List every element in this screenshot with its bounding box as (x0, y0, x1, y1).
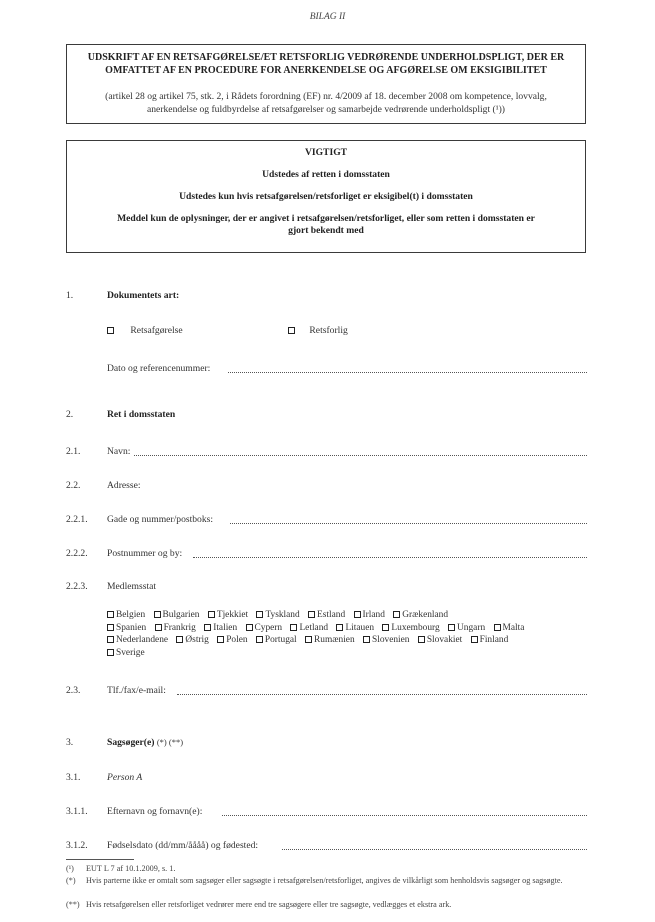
country-label: Belgien (116, 610, 146, 620)
birth-number: 3.1.2. (66, 840, 88, 851)
country-label: Østrig (185, 635, 209, 645)
country-label: Italien (213, 622, 238, 633)
country-label: Bulgarien (162, 610, 200, 620)
country-option[interactable] (393, 610, 448, 620)
country-option[interactable] (354, 610, 385, 620)
address-label: Adresse: (107, 480, 141, 491)
country-option[interactable] (107, 648, 145, 658)
country-label: Finland (479, 635, 509, 645)
option-retsforlig-label: Retsforlig (309, 325, 348, 336)
surname-field[interactable] (222, 814, 587, 816)
country-checkbox[interactable] (418, 636, 425, 643)
country-label: Nederlandene (116, 635, 169, 645)
country-option[interactable] (256, 635, 297, 645)
address-number: 2.2. (66, 480, 81, 491)
country-option[interactable] (204, 623, 237, 633)
country-option[interactable] (290, 623, 328, 633)
form-title-line-1: UDSKRIFT AF EN RETSAFGØRELSE/ET RETSFORLIG VEDRØRENDE UNDERHOLDSPLIGT, DER ER (87, 52, 565, 63)
country-option[interactable] (494, 623, 525, 633)
important-line-3a: Meddel kun de oplysninger, der er angivet i retsafgørelsen/retsforliget, eller som retten i domsstaten er (117, 213, 535, 224)
checkbox-retsafgoerelse[interactable] (107, 327, 114, 334)
footnote-mark: (**) (66, 900, 80, 909)
footnote-rule (66, 859, 134, 860)
country-option[interactable] (382, 623, 439, 633)
country-option[interactable] (256, 610, 299, 620)
section-1-number: 1. (66, 290, 74, 301)
member-state-label: Medlemsstat (107, 581, 157, 592)
member-state-list (107, 609, 587, 659)
country-option[interactable] (154, 610, 200, 620)
country-label: Tyskland (265, 610, 300, 620)
country-option[interactable] (471, 635, 509, 645)
country-label: Tjekkiet (216, 610, 249, 620)
country-option[interactable] (107, 610, 145, 620)
person-a-label: Person A (107, 772, 143, 783)
member-state-number: 2.2.3. (66, 581, 88, 592)
country-checkbox[interactable] (107, 624, 114, 631)
country-checkbox[interactable] (176, 636, 183, 643)
country-checkbox[interactable] (208, 611, 215, 618)
postal-label: Postnummer og by: (107, 548, 183, 559)
country-label: Irland (362, 610, 385, 620)
country-checkbox[interactable] (471, 636, 478, 643)
court-name-label: Navn: (107, 446, 131, 457)
section-3-number: 3. (66, 737, 74, 748)
country-label: Grækenland (402, 610, 449, 620)
country-option[interactable] (107, 623, 146, 633)
country-label: Slovakiet (426, 635, 463, 645)
country-label: Frankrig (163, 622, 196, 633)
country-checkbox[interactable] (154, 611, 161, 618)
section-2-number: 2. (66, 409, 74, 420)
country-label: Cypern (254, 622, 283, 633)
country-label: Litauen (345, 622, 375, 633)
footnote-mark: (¹) (66, 864, 74, 873)
section-3-footnote-refs: (*) (**) (156, 737, 184, 747)
country-checkbox[interactable] (382, 624, 389, 631)
street-field[interactable] (230, 522, 587, 524)
country-label: Rumænien (314, 635, 355, 645)
country-checkbox[interactable] (305, 636, 312, 643)
country-label: Letland (299, 622, 329, 633)
country-checkbox[interactable] (107, 649, 114, 656)
country-checkbox[interactable] (290, 624, 297, 631)
country-option[interactable] (336, 623, 374, 633)
country-option[interactable] (208, 610, 248, 620)
annex-title: BILAG II (309, 12, 346, 22)
court-name-number: 2.1. (66, 446, 81, 457)
country-option[interactable] (363, 635, 410, 645)
country-checkbox[interactable] (354, 611, 361, 618)
birth-label: Fødselsdato (dd/mm/åååå) og fødested: (107, 840, 259, 851)
form-subtitle-line-1: (artikel 28 og artikel 75, stk. 2, i Rådets forordning (EF) nr. 4/2009 af 18. december 2008 om kompetence, lovvalg, (105, 91, 547, 102)
member-state-row-1 (107, 609, 587, 622)
country-label: Estland (317, 610, 346, 620)
country-checkbox[interactable] (494, 624, 501, 631)
country-option[interactable] (176, 635, 208, 645)
date-reference-label: Dato og referencenummer: (107, 363, 211, 374)
section-2-title: Ret i domsstaten (107, 409, 176, 420)
important-box (66, 140, 586, 253)
country-option[interactable] (246, 623, 283, 633)
date-reference-field[interactable] (228, 371, 587, 373)
option-retsforlig[interactable] (288, 325, 348, 336)
footnote-3 (66, 899, 590, 910)
country-label: Luxembourg (391, 622, 440, 633)
section-1-title: Dokumentets art: (107, 290, 180, 301)
country-option[interactable] (308, 610, 345, 620)
member-state-row-2 (107, 622, 587, 635)
country-checkbox[interactable] (246, 624, 253, 631)
footnote-text: Hvis retsafgørelsen eller retsforliget vedrører mere end tre sagsøgere eller tre sagsøgte, vedlægges et ekstra ark. (86, 900, 452, 909)
country-checkbox[interactable] (256, 611, 263, 618)
country-label: Malta (502, 622, 525, 633)
postal-field[interactable] (193, 556, 587, 558)
footnote-text: EUT L 7 af 10.1.2009, s. 1. (86, 864, 176, 873)
country-label: Spanien (116, 622, 147, 633)
option-retsafgoerelse-label: Retsafgørelse (130, 325, 183, 336)
person-a-number: 3.1. (66, 772, 81, 783)
form-subtitle-line-2: anerkendelse og fuldbyrdelse af retsafgørelser og samarbejde vedrørende underholdspligt (¹)) (147, 103, 505, 115)
important-line-2: Udstedes kun hvis retsafgørelsen/retsforliget er eksigibel(t) i domsstaten (179, 191, 473, 202)
country-checkbox[interactable] (393, 611, 400, 618)
contact-field[interactable] (177, 693, 587, 695)
footnote-1 (66, 863, 590, 874)
country-checkbox[interactable] (107, 636, 114, 643)
footnote-mark: (*) (66, 876, 76, 885)
country-checkbox[interactable] (107, 611, 114, 618)
country-option[interactable] (448, 623, 485, 633)
member-state-row-3 (107, 634, 587, 647)
member-state-row-4 (107, 647, 587, 660)
footnote-2 (66, 875, 590, 886)
header-box (66, 44, 586, 124)
country-label: Slovenien (372, 635, 410, 645)
street-label: Gade og nummer/postboks: (107, 514, 214, 525)
country-checkbox[interactable] (155, 624, 162, 631)
footnote-text: Hvis parterne ikke er omtalt som sagsøger eller sagsøgte i retsafgørelsen/retsforliget, angives de vilkårligt som henholdsvis sagsøger og sagsøgte. (86, 876, 563, 885)
contact-label: Tlf./fax/e-mail: (107, 685, 166, 696)
section-3-title-wrap (107, 737, 183, 748)
country-option[interactable] (155, 623, 196, 633)
country-label: Ungarn (457, 622, 486, 633)
important-line-3b: gjort bekendt med (288, 225, 364, 236)
country-option[interactable] (418, 635, 462, 645)
country-label: Portugal (264, 635, 297, 645)
country-checkbox[interactable] (448, 624, 455, 631)
form-title-line-2: OMFATTET AF EN PROCEDURE FOR ANERKENDELSE OG AFGØRELSE OM EKSIGIBILITET (105, 65, 547, 76)
important-heading: VIGTIGT (304, 147, 348, 158)
country-checkbox[interactable] (256, 636, 263, 643)
contact-number: 2.3. (66, 685, 81, 696)
country-option[interactable] (217, 635, 247, 645)
country-checkbox[interactable] (204, 624, 211, 631)
country-checkbox[interactable] (308, 611, 315, 618)
important-line-1: Udstedes af retten i domsstaten (262, 169, 390, 180)
birth-field[interactable] (282, 848, 587, 850)
section-3-title: Sagsøger(e) (107, 737, 155, 748)
country-option[interactable] (305, 635, 355, 645)
country-label: Polen (226, 635, 248, 645)
checkbox-retsforlig[interactable] (288, 327, 295, 334)
country-checkbox[interactable] (217, 636, 224, 643)
option-retsafgoerelse[interactable] (107, 325, 183, 336)
street-number: 2.2.1. (66, 514, 88, 525)
country-option[interactable] (107, 635, 168, 645)
country-checkbox[interactable] (336, 624, 343, 631)
court-name-field[interactable] (134, 454, 587, 456)
postal-number: 2.2.2. (66, 548, 88, 559)
surname-label: Efternavn og fornavn(e): (107, 806, 203, 817)
country-checkbox[interactable] (363, 636, 370, 643)
country-label: Sverige (116, 647, 145, 658)
surname-number: 3.1.1. (66, 806, 88, 817)
